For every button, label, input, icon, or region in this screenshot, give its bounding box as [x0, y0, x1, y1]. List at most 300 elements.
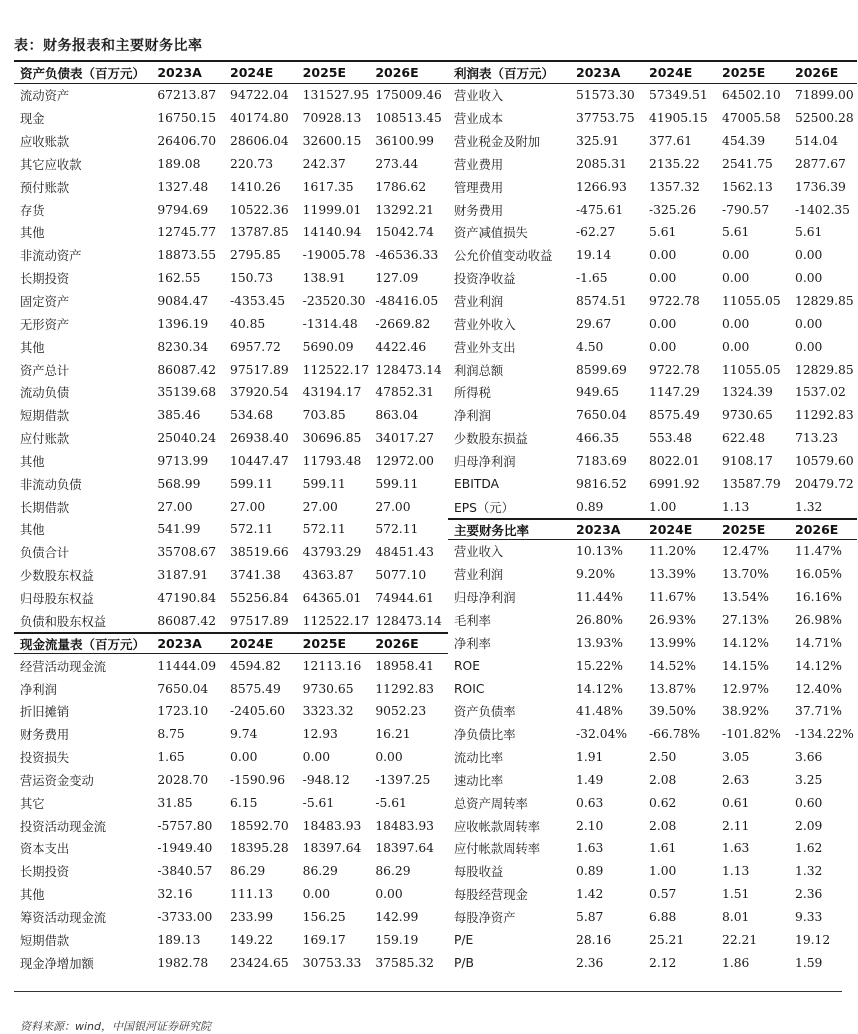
table-row: [448, 495, 857, 518]
row-value: -46536.33: [375, 248, 439, 263]
row-value: 37920.54: [230, 385, 289, 400]
row-value: -5.61: [302, 795, 335, 810]
row-value: 86087.42: [157, 613, 217, 628]
row-value: 8022.01: [649, 453, 700, 468]
year-col-2023: 2023A: [576, 65, 621, 80]
row-value: 6.15: [230, 795, 258, 810]
row-value: 1.32: [795, 499, 823, 514]
table-row: [448, 267, 857, 290]
table-row: [14, 84, 448, 107]
row-value: 26.98%: [795, 612, 842, 627]
row-value: 162.55: [157, 271, 201, 286]
table-row: [14, 267, 448, 290]
row-label: 资产负债率: [454, 705, 516, 720]
row-value: -2405.60: [230, 704, 286, 719]
row-label: 其他: [20, 340, 45, 355]
row-value: -1397.25: [375, 772, 431, 787]
row-value: 1.91: [576, 750, 604, 765]
row-value: 1327.48: [157, 179, 209, 194]
row-value: 0.00: [722, 316, 750, 331]
row-value: 30753.33: [302, 955, 362, 970]
row-value: -19005.78: [302, 248, 366, 263]
row-label: 负债合计: [20, 546, 70, 561]
row-label: 流动负债: [20, 386, 70, 401]
row-label: 折旧摊销: [20, 705, 70, 720]
row-value: -1314.48: [302, 316, 358, 331]
row-value: 13.99%: [649, 635, 696, 650]
row-value: 9722.78: [649, 362, 700, 377]
table-row: [448, 153, 857, 176]
row-value: 5.61: [722, 225, 750, 240]
row-label: 资本支出: [20, 842, 70, 857]
row-value: 11793.48: [302, 453, 362, 468]
table-row: [448, 677, 857, 700]
row-value: 12.40%: [795, 681, 842, 696]
row-value: 466.35: [576, 431, 620, 446]
table-row: [448, 563, 857, 586]
table-row: [448, 654, 857, 677]
row-label: 短期借款: [20, 409, 70, 424]
row-value: 15042.74: [375, 225, 435, 240]
row-value: 2.12: [649, 955, 677, 970]
row-value: 25040.24: [157, 431, 217, 446]
page-title: 表：财务报表和主要财务比率: [14, 38, 203, 54]
balance-sheet-rows: [14, 84, 448, 632]
table-row: [14, 175, 448, 198]
row-value: 6957.72: [230, 339, 281, 354]
row-value: 1.00: [649, 499, 677, 514]
row-value: 703.85: [302, 408, 346, 423]
row-value: 111.13: [230, 887, 274, 902]
row-value: 27.00: [157, 499, 193, 514]
table-row: [448, 472, 857, 495]
row-value: 13.70%: [722, 567, 769, 582]
row-value: 30696.85: [302, 431, 362, 446]
row-value: 8.01: [722, 909, 750, 924]
row-value: 16750.15: [157, 111, 217, 126]
source-note: 资料来源：wind，中国银河证券研究院: [20, 1020, 212, 1033]
row-value: 1.59: [795, 955, 823, 970]
row-value: -325.26: [649, 202, 697, 217]
row-value: 1396.19: [157, 316, 209, 331]
row-value: 7650.04: [576, 408, 627, 423]
row-value: 26.93%: [649, 612, 696, 627]
table-row: [14, 198, 448, 221]
row-value: 64365.01: [302, 590, 362, 605]
table-row: [448, 84, 857, 107]
row-value: 5.61: [649, 225, 677, 240]
year-col-2023: 2023A: [157, 636, 202, 652]
row-value: 175009.46: [375, 88, 442, 103]
row-value: 0.00: [230, 750, 258, 765]
row-value: 97517.89: [230, 362, 289, 377]
row-label: 长期投资: [20, 272, 70, 287]
row-value: 863.04: [375, 408, 419, 423]
row-value: 0.60: [795, 795, 823, 810]
row-value: 1786.62: [375, 179, 427, 194]
row-value: 86.29: [230, 864, 266, 879]
row-value: 2795.85: [230, 248, 281, 263]
row-value: -62.27: [576, 225, 616, 240]
row-label: 其它应收款: [20, 157, 82, 172]
row-value: 43194.17: [302, 385, 362, 400]
row-value: 3323.32: [302, 704, 354, 719]
row-value: -475.61: [576, 202, 624, 217]
row-label: 管理费用: [454, 180, 504, 195]
row-label: 负债和股东权益: [20, 614, 107, 629]
row-value: 19.14: [576, 248, 612, 263]
row-label: EPS（元）: [454, 500, 514, 515]
row-value: 28606.04: [230, 134, 289, 149]
row-value: 16.16%: [795, 590, 842, 605]
row-value: 26.80%: [576, 612, 623, 627]
row-value: 9713.99: [157, 453, 209, 468]
row-label: 现金: [20, 112, 45, 127]
row-value: 86087.42: [157, 362, 217, 377]
row-value: 385.46: [157, 408, 201, 423]
row-value: 0.00: [375, 750, 403, 765]
row-value: 10522.36: [230, 202, 289, 217]
row-label: EBITDA: [454, 476, 500, 491]
income-statement-title: 利润表（百万元）: [454, 65, 555, 81]
table-row: [14, 244, 448, 267]
row-value: 10.13%: [576, 544, 623, 559]
row-value: 12.93: [302, 727, 338, 742]
row-value: 14.52%: [649, 658, 696, 673]
row-label: 非流动资产: [20, 249, 82, 264]
row-value: 32600.15: [302, 134, 362, 149]
row-value: 8574.51: [576, 294, 627, 309]
row-value: 0.89: [576, 864, 604, 879]
table-row: [14, 746, 448, 769]
row-label: 少数股东权益: [20, 569, 94, 584]
income-statement-rows: [448, 84, 857, 518]
row-value: 26938.40: [230, 431, 289, 446]
table-row: [14, 290, 448, 313]
row-value: 16.05%: [795, 567, 842, 582]
row-value: 189.08: [157, 156, 201, 171]
row-value: 86.29: [375, 864, 411, 879]
row-value: 9084.47: [157, 294, 209, 309]
row-label: 营业成本: [454, 112, 504, 127]
year-col-2026: 2026E: [795, 522, 839, 538]
row-value: 31.85: [157, 795, 193, 810]
row-label: 净利润: [20, 682, 57, 697]
table-row: [448, 814, 857, 837]
row-label: 营业利润: [454, 295, 504, 310]
row-value: 3.25: [795, 772, 823, 787]
row-value: 1.13: [722, 864, 750, 879]
row-value: -134.22%: [795, 727, 854, 742]
row-value: 11.20%: [649, 544, 696, 559]
row-value: 8.75: [157, 727, 185, 742]
row-value: 27.00: [302, 499, 338, 514]
row-label: 投资活动现金流: [20, 819, 107, 834]
table-row: [448, 609, 857, 632]
row-value: 1617.35: [302, 179, 354, 194]
year-col-2023: 2023A: [576, 522, 621, 538]
cash-flow-rows: [14, 654, 448, 974]
table-row: [14, 312, 448, 335]
row-value: 55256.84: [230, 590, 289, 605]
table-row: [448, 586, 857, 609]
row-value: 233.99: [230, 909, 274, 924]
row-value: 0.00: [375, 887, 403, 902]
table-row: [448, 723, 857, 746]
row-value: 74944.61: [375, 590, 435, 605]
row-value: 13.87%: [649, 681, 696, 696]
year-col-2024: 2024E: [649, 522, 693, 538]
row-value: 13.54%: [722, 590, 769, 605]
row-value: 22.21: [722, 932, 758, 947]
row-value: 150.73: [230, 271, 274, 286]
table-row: [448, 631, 857, 654]
row-value: 38.92%: [722, 704, 769, 719]
row-value: 325.91: [576, 134, 620, 149]
row-value: 1.63: [722, 841, 750, 856]
row-label: 其他: [20, 454, 45, 469]
table-row: [448, 700, 857, 723]
row-value: -48416.05: [375, 294, 439, 309]
table-row: [448, 221, 857, 244]
row-value: 32.16: [157, 887, 193, 902]
row-value: 2085.31: [576, 156, 627, 171]
row-label: 少数股东损益: [454, 432, 528, 447]
year-col-2023: 2023A: [157, 65, 202, 80]
row-value: 11444.09: [157, 658, 217, 673]
row-value: 128473.14: [375, 362, 442, 377]
row-label: 营业费用: [454, 157, 504, 172]
row-label: 固定资产: [20, 295, 70, 310]
row-value: 1982.78: [157, 955, 209, 970]
row-label: 资产减值损失: [454, 226, 528, 241]
table-row: [14, 860, 448, 883]
table-row: [448, 175, 857, 198]
ratios-header: [448, 518, 857, 540]
table-row: [14, 450, 448, 473]
row-label: 净利率: [454, 636, 491, 651]
table-row: [14, 587, 448, 610]
table-row: [14, 221, 448, 244]
row-value: 35139.68: [157, 385, 217, 400]
row-label: 资产总计: [20, 363, 70, 378]
row-value: 51573.30: [576, 88, 635, 103]
row-value: 5.87: [576, 909, 604, 924]
row-value: 9108.17: [722, 453, 773, 468]
row-label: 净利润: [454, 409, 491, 424]
row-label: 每股经营现金: [454, 888, 528, 903]
year-col-2024: 2024E: [649, 65, 693, 80]
row-label: 总资产周转率: [454, 796, 528, 811]
row-label: 财务费用: [20, 728, 70, 743]
row-value: 149.22: [230, 932, 274, 947]
row-label: 投资损失: [20, 751, 70, 766]
row-value: 1562.13: [722, 179, 773, 194]
row-value: 1723.10: [157, 704, 209, 719]
row-value: 29.67: [576, 316, 612, 331]
row-value: 1.61: [649, 841, 677, 856]
table-row: [14, 427, 448, 450]
row-value: 5690.09: [302, 339, 354, 354]
row-value: 47852.31: [375, 385, 435, 400]
ratios-title: 主要财务比率: [454, 522, 530, 538]
table-row: [14, 130, 448, 153]
table-row: [448, 358, 857, 381]
table-row: [448, 883, 857, 906]
row-value: 572.11: [302, 522, 346, 537]
row-value: 2135.22: [649, 156, 700, 171]
row-label: 归母股东权益: [20, 591, 94, 606]
table-row: [14, 906, 448, 929]
row-value: 0.00: [795, 316, 823, 331]
row-value: 949.65: [576, 385, 620, 400]
table-row: [14, 723, 448, 746]
row-value: 220.73: [230, 156, 274, 171]
row-value: 13292.21: [375, 202, 435, 217]
row-value: 15.22%: [576, 658, 623, 673]
table-row: [448, 768, 857, 791]
row-value: 0.00: [722, 248, 750, 263]
row-value: 1357.32: [649, 179, 700, 194]
row-value: 64502.10: [722, 88, 781, 103]
row-value: 1.49: [576, 772, 604, 787]
row-value: 1410.26: [230, 179, 281, 194]
row-value: 39.50%: [649, 704, 696, 719]
table-row: [14, 472, 448, 495]
row-value: 454.39: [722, 134, 766, 149]
row-label: 短期借款: [20, 933, 70, 948]
row-value: 0.89: [576, 499, 604, 514]
row-value: 11.47%: [795, 544, 842, 559]
row-value: 713.23: [795, 431, 839, 446]
income-statement-table: [448, 62, 857, 518]
row-value: 9730.65: [302, 681, 354, 696]
row-label: 归母净利润: [454, 591, 516, 606]
row-value: 9730.65: [722, 408, 773, 423]
row-label: 流动比率: [454, 751, 504, 766]
row-value: 13787.85: [230, 225, 289, 240]
row-value: 14.12%: [722, 635, 769, 650]
table-row: [14, 768, 448, 791]
row-label: 应付帐款周转率: [454, 842, 541, 857]
row-value: -1590.96: [230, 772, 286, 787]
row-value: 23424.65: [230, 955, 289, 970]
row-label: 营业税金及附加: [454, 135, 541, 150]
row-value: 622.48: [722, 431, 766, 446]
balance-sheet-table: [14, 62, 448, 632]
row-value: 2.08: [649, 772, 677, 787]
table-row: [448, 928, 857, 951]
row-value: 1736.39: [795, 179, 846, 194]
row-value: 14.12%: [795, 658, 842, 673]
row-label: 投资净收益: [454, 272, 516, 287]
row-value: 10447.47: [230, 453, 289, 468]
row-value: 28.16: [576, 932, 612, 947]
row-value: 2028.70: [157, 772, 209, 787]
row-value: -2669.82: [375, 316, 431, 331]
left-column: [14, 62, 448, 974]
table-row: [14, 928, 448, 951]
table-row: [14, 518, 448, 541]
row-label: ROE: [454, 658, 480, 673]
row-label: 营业收入: [454, 545, 504, 560]
row-value: 8575.49: [230, 681, 281, 696]
row-value: 40.85: [230, 316, 266, 331]
table-row: [14, 495, 448, 518]
row-value: 0.00: [649, 316, 677, 331]
row-value: 1.86: [722, 955, 750, 970]
row-value: 0.00: [649, 271, 677, 286]
row-label: ROIC: [454, 681, 485, 696]
row-value: 34017.27: [375, 431, 435, 446]
row-label: 其他: [20, 888, 45, 903]
row-value: 0.62: [649, 795, 677, 810]
year-col-2025: 2025E: [302, 65, 347, 80]
row-value: -101.82%: [722, 727, 781, 742]
row-label: 其他: [20, 226, 45, 241]
row-value: 67213.87: [157, 88, 217, 103]
row-label: 无形资产: [20, 317, 70, 332]
row-value: 6991.92: [649, 476, 700, 491]
table-row: [14, 153, 448, 176]
table-row: [448, 290, 857, 313]
row-value: 2.50: [649, 750, 677, 765]
row-value: 1266.93: [576, 179, 627, 194]
row-label: 应收账款: [20, 135, 70, 150]
row-value: 12.47%: [722, 544, 769, 559]
row-value: 7650.04: [157, 681, 209, 696]
row-label: 经营活动现金流: [20, 659, 107, 674]
table-row: [448, 837, 857, 860]
row-value: 9816.52: [576, 476, 627, 491]
row-value: 18958.41: [375, 658, 435, 673]
table-row: [448, 130, 857, 153]
row-value: 3.05: [722, 750, 750, 765]
row-value: 8575.49: [649, 408, 700, 423]
row-value: 599.11: [230, 476, 274, 491]
row-label: 其他: [20, 523, 45, 538]
row-value: 18483.93: [375, 818, 435, 833]
row-value: 97517.89: [230, 613, 289, 628]
table-row: [14, 541, 448, 564]
table-row: [448, 427, 857, 450]
row-value: 18592.70: [230, 818, 289, 833]
row-value: 1.00: [649, 864, 677, 879]
row-value: 37753.75: [576, 111, 635, 126]
row-value: 2541.75: [722, 156, 773, 171]
table-row: [448, 951, 857, 974]
table-row: [14, 883, 448, 906]
row-value: 0.00: [302, 887, 331, 902]
row-value: 2.63: [722, 772, 750, 787]
row-value: 38519.66: [230, 545, 289, 560]
row-value: 0.00: [795, 271, 823, 286]
row-value: 11292.83: [375, 681, 435, 696]
row-label: 财务费用: [454, 203, 504, 218]
row-label: 应付账款: [20, 432, 70, 447]
row-value: 156.25: [302, 909, 346, 924]
row-value: 159.19: [375, 932, 419, 947]
row-value: 40174.80: [230, 111, 289, 126]
row-value: 108513.45: [375, 111, 442, 126]
row-value: -5.61: [375, 795, 407, 810]
row-value: -23520.30: [302, 294, 366, 309]
table-row: [448, 198, 857, 221]
row-value: 18395.28: [230, 841, 289, 856]
row-label: 应收帐款周转率: [454, 819, 541, 834]
year-col-2025: 2025E: [302, 636, 347, 652]
table-row: [14, 335, 448, 358]
